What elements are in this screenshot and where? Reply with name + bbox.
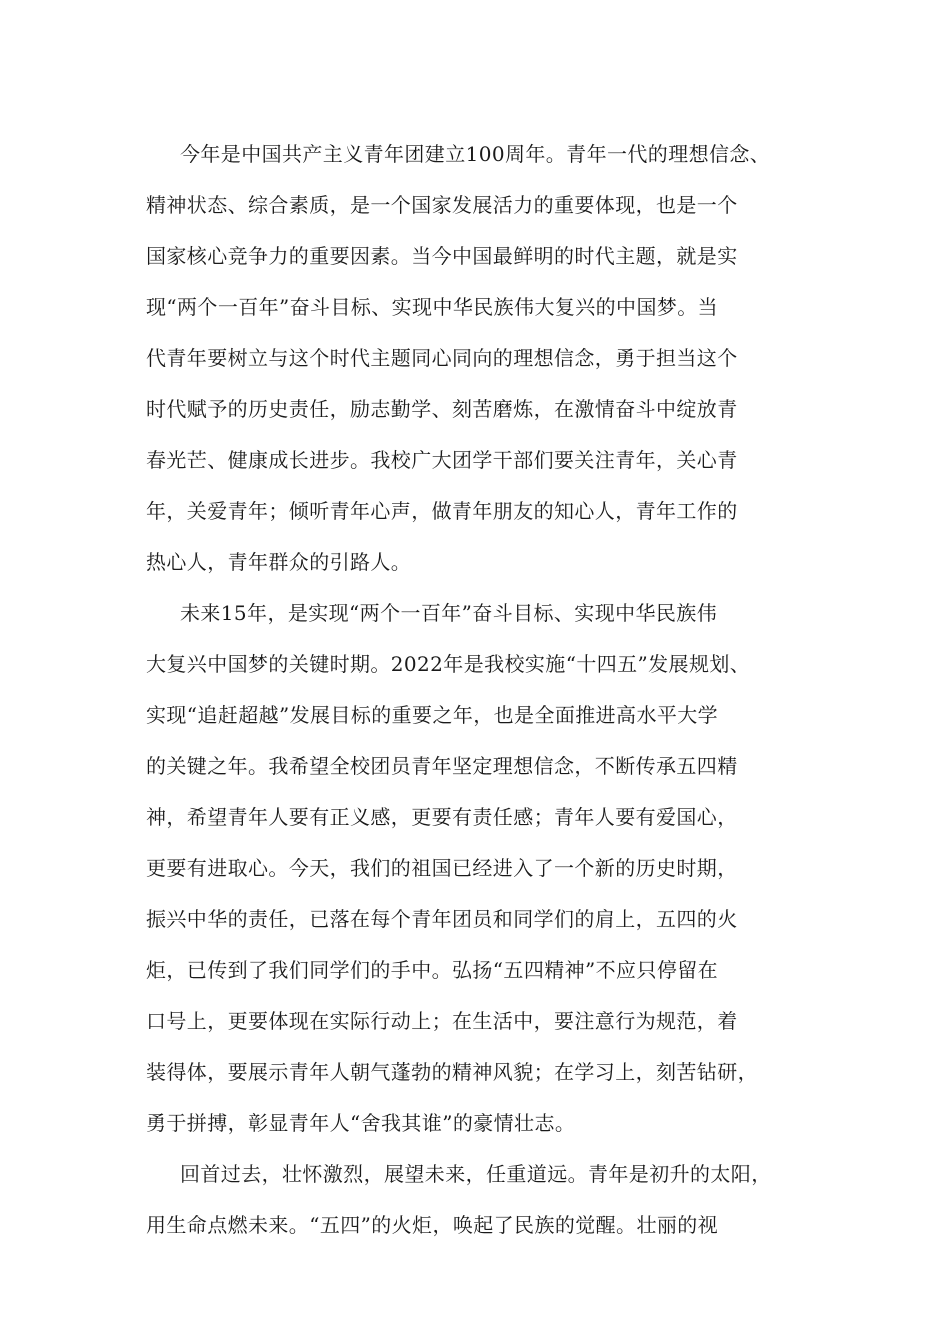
paragraph-line: 的关键之年。我希望全校团员青年坚定理想信念，不断传承五四精 [146, 754, 738, 778]
paragraph-line: 精神状态、综合素质，是一个国家发展活力的重要体现，也是一个 [146, 193, 738, 217]
paragraph-line: 春光芒、健康成长进步。我校广大团学干部们要关注青年，关心青 [146, 448, 738, 472]
paragraph-line: 装得体，要展示青年人朝气蓬勃的精神风貌；在学习上，刻苦钻研， [146, 1060, 758, 1084]
paragraph-1 [146, 131, 806, 590]
paragraph-line: 代青年要树立与这个时代主题同心同向的理想信念，勇于担当这个 [146, 346, 738, 370]
paragraph-line: 神，希望青年人要有正义感，更要有责任感；青年人要有爱国心， [146, 805, 738, 829]
paragraph-line: 时代赋予的历史责任，励志勤学、刻苦磨炼，在激情奋斗中绽放青 [146, 397, 738, 421]
paragraph-line: 现“两个一百年”奋斗目标、实现中华民族伟大复兴的中国梦。当 [146, 295, 719, 319]
paragraph-line: 未来15年，是实现“两个一百年”奋斗目标、实现中华民族伟 [180, 601, 718, 625]
document-body [146, 131, 806, 1253]
paragraph-line: 年，关爱青年；倾听青年心声，做青年朋友的知心人，青年工作的 [146, 499, 738, 523]
paragraph-line: 口号上，更要体现在实际行动上；在生活中，要注意行为规范，着 [146, 1009, 738, 1033]
paragraph-line: 国家核心竞争力的重要因素。当今中国最鲜明的时代主题，就是实 [146, 244, 738, 268]
paragraph-2 [146, 590, 806, 1151]
paragraph-line: 炬，已传到了我们同学们的手中。弘扬“五四精神”不应只停留在 [146, 958, 719, 982]
paragraph-line: 回首过去，壮怀激烈，展望未来，任重道远。青年是初升的太阳， [180, 1162, 772, 1186]
paragraph-3 [146, 1151, 806, 1253]
paragraph-line: 今年是中国共产主义青年团建立100周年。青年一代的理想信念、 [180, 142, 771, 166]
paragraph-line: 热心人，青年群众的引路人。 [146, 550, 412, 574]
paragraph-line: 勇于拼搏，彰显青年人“舍我其谁”的豪情壮志。 [146, 1111, 576, 1135]
paragraph-line: 用生命点燃未来。“五四”的火炬，唤起了民族的觉醒。壮丽的视 [146, 1213, 719, 1237]
paragraph-line: 振兴中华的责任，已落在每个青年团员和同学们的肩上，五四的火 [146, 907, 738, 931]
paragraph-line: 大复兴中国梦的关键时期。2022年是我校实施“十四五”发展规划、 [146, 652, 751, 676]
paragraph-line: 实现“追赶超越”发展目标的重要之年，也是全面推进高水平大学 [146, 703, 719, 727]
paragraph-line: 更要有进取心。今天，我们的祖国已经进入了一个新的历史时期， [146, 856, 738, 880]
